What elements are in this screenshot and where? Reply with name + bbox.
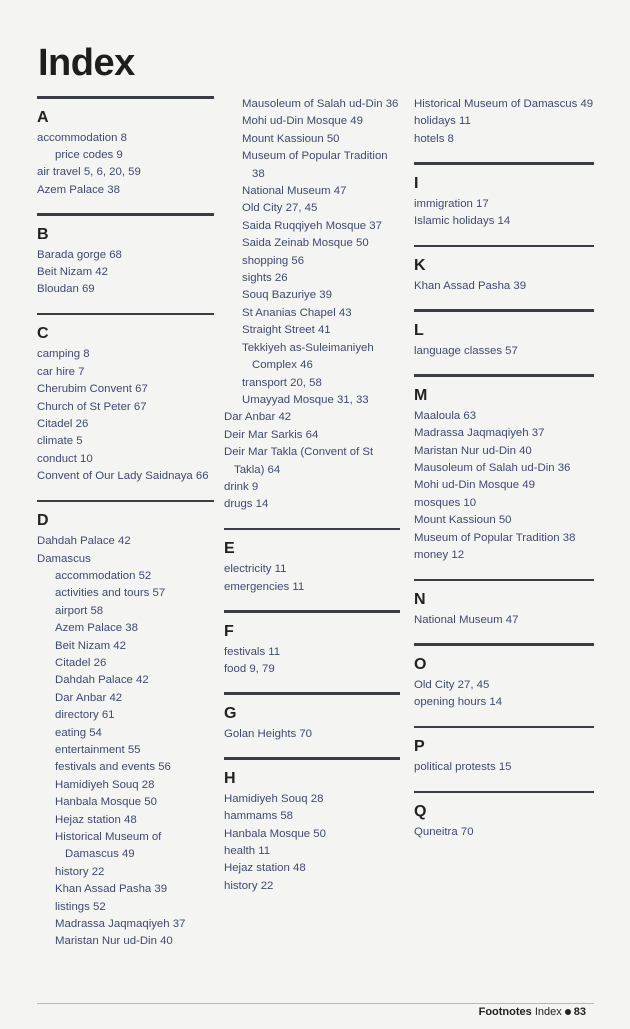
- index-entry: car hire 7: [37, 365, 85, 378]
- footer-divider: [37, 1003, 594, 1004]
- index-section-p: [414, 726, 594, 777]
- index-entry: food 9, 79: [224, 662, 275, 675]
- section-divider: [37, 213, 214, 216]
- section-letter: I: [414, 174, 419, 192]
- index-entry: Historical Museum of Damascus 49: [414, 98, 594, 110]
- index-subentry: Maristan Nur ud-Din 40: [55, 935, 173, 948]
- page-footer: [479, 1006, 586, 1018]
- index-entry: political protests 15: [414, 761, 512, 774]
- index-subentry: Azem Palace 38: [55, 622, 138, 635]
- index-section-o: [414, 643, 594, 711]
- index-entry: Bloudan 69: [37, 283, 95, 296]
- section-letter: K: [414, 257, 426, 275]
- index-entry: drugs 14: [224, 498, 269, 511]
- index-section-continued: [414, 96, 594, 148]
- index-column-2: [224, 96, 400, 909]
- index-subentry: Saida Zeinab Mosque 50: [242, 237, 369, 250]
- index-entry: Mount Kassioun 50: [414, 514, 512, 527]
- index-section-g: [224, 692, 400, 743]
- index-entry: Islamic holidays 14: [414, 215, 511, 228]
- index-subentry: Historical Museum of Damascus 49: [55, 831, 162, 861]
- index-subentry: Mohi ud-Din Mosque 49: [242, 115, 363, 128]
- index-entry: climate 5: [37, 435, 83, 448]
- index-subentry: Beit Nizam 42: [55, 639, 126, 652]
- section-divider: [414, 643, 594, 646]
- index-entry: Deir Mar Sarkis 64: [224, 428, 319, 441]
- index-entry: opening hours 14: [414, 696, 503, 709]
- index-subentry: activities and tours 57: [55, 587, 166, 600]
- index-subentry: Umayyad Mosque 31, 33: [242, 393, 369, 406]
- index-subentry: Tekkiyeh as-Suleimaniyeh Complex 46: [242, 341, 374, 372]
- index-entry: Damascus: [37, 552, 91, 565]
- index-section-f: [224, 610, 400, 678]
- section-letter: H: [224, 769, 236, 787]
- section-divider: [224, 692, 400, 695]
- page-title: Index: [38, 42, 135, 84]
- index-section-b: [37, 213, 214, 299]
- section-divider: [224, 757, 400, 760]
- index-subentry: Old City 27, 45: [242, 202, 318, 215]
- index-entry: National Museum 47: [414, 614, 519, 626]
- index-entry: Church of St Peter 67: [37, 400, 147, 413]
- index-subentry: Madrassa Jaqmaqiyeh 37: [55, 918, 186, 931]
- index-entry: Citadel 26: [37, 417, 89, 430]
- index-entry: Golan Heights 70: [224, 727, 313, 740]
- index-entry: immigration 17: [414, 197, 489, 210]
- index-subentry: Mount Kassioun 50: [242, 132, 340, 145]
- index-subentry: Saida Ruqqiyeh Mosque 37: [242, 219, 382, 232]
- section-divider: [414, 162, 594, 165]
- index-subentry: airport 58: [55, 604, 104, 617]
- page-number: 83: [573, 1006, 586, 1018]
- index-section-e: [224, 528, 400, 596]
- index-entry: drink 9: [224, 480, 259, 493]
- section-letter: L: [414, 321, 424, 339]
- index-section-l: [414, 309, 594, 360]
- index-entry: health 11: [224, 845, 271, 857]
- index-entry: electricity 11: [224, 563, 287, 576]
- index-column-1: [37, 96, 214, 965]
- index-subentry: festivals and events 56: [55, 761, 171, 774]
- index-subentry: Mausoleum of Salah ud-Din 36: [242, 98, 399, 110]
- index-subentry: Hanbala Mosque 50: [55, 796, 157, 809]
- section-divider: [414, 726, 594, 729]
- index-subentry: Dahdah Palace 42: [55, 674, 149, 687]
- section-letter: E: [224, 540, 235, 558]
- index-subentry: eating 54: [55, 726, 102, 739]
- index-entry: Maristan Nur ud-Din 40: [414, 444, 532, 457]
- section-divider: [37, 500, 214, 503]
- index-entry: mosques 10: [414, 496, 477, 509]
- section-letter: A: [37, 108, 49, 126]
- section-divider: [414, 579, 594, 582]
- section-divider: [414, 374, 594, 377]
- index-entry: accommodation 8: [37, 131, 127, 144]
- index-entry: Azem Palace 38: [37, 183, 120, 196]
- index-subentry: Hamidiyeh Souq 28: [55, 778, 155, 791]
- index-entry: money 12: [414, 549, 465, 562]
- index-entry: Khan Assad Pasha 39: [414, 280, 527, 293]
- index-subentry: sights 26: [242, 272, 288, 285]
- index-subentry: Dar Anbar 42: [55, 691, 123, 704]
- index-entry: language classes 57: [414, 344, 518, 357]
- index-entry: Cherubim Convent 67: [37, 383, 148, 396]
- index-section-q: [414, 791, 594, 842]
- index-entry: holidays 11: [414, 115, 471, 128]
- section-divider: [414, 791, 594, 794]
- index-subentry: directory 61: [55, 709, 115, 722]
- index-subentry: accommodation 52: [55, 569, 152, 582]
- index-entry: Museum of Popular Tradition 38: [414, 531, 576, 544]
- section-letter: F: [224, 622, 234, 640]
- index-section-m: [414, 374, 594, 564]
- index-subentry: Citadel 26: [55, 656, 107, 669]
- section-letter: N: [414, 591, 426, 608]
- section-letter: P: [414, 738, 425, 756]
- footer-section: Footnotes: [478, 1006, 532, 1018]
- section-divider: [414, 309, 594, 312]
- section-letter: C: [37, 325, 49, 343]
- index-entry: Old City 27, 45: [414, 678, 490, 691]
- index-subentry: St Ananias Chapel 43: [242, 306, 352, 319]
- index-subentry: entertainment 55: [55, 743, 141, 756]
- index-entry: Mausoleum of Salah ud-Din 36: [414, 462, 571, 475]
- index-section-d: [37, 500, 214, 951]
- section-letter: Q: [414, 803, 427, 821]
- index-section-continued: [224, 96, 400, 514]
- index-subentry: listings 52: [55, 900, 106, 913]
- index-entry: Convent of Our Lady Saidnaya 66: [37, 470, 209, 483]
- section-divider: [37, 313, 214, 316]
- index-subentry: Khan Assad Pasha 39: [55, 883, 168, 896]
- index-entry: history 22: [224, 879, 274, 892]
- index-subentry: Straight Street 41: [242, 324, 331, 337]
- index-subentry: Souq Bazuriye 39: [242, 289, 332, 302]
- index-entry: Quneitra 70: [414, 826, 474, 839]
- index-entry: Dahdah Palace 42: [37, 535, 131, 548]
- index-column-3: [414, 96, 594, 856]
- index-entry: Mohi ud-Din Mosque 49: [414, 479, 535, 492]
- index-entry: Madrassa Jaqmaqiyeh 37: [414, 427, 545, 440]
- section-letter: G: [224, 704, 237, 722]
- section-letter: O: [414, 655, 427, 673]
- index-entry: hotels 8: [414, 132, 454, 145]
- bullet-icon: [565, 1009, 571, 1015]
- index-subentry: Museum of Popular Tradition 38: [242, 150, 388, 180]
- section-letter: D: [37, 512, 49, 530]
- index-entry: festivals 11: [224, 645, 281, 658]
- index-section-h: [224, 757, 400, 895]
- section-letter: B: [37, 225, 49, 243]
- index-entry: emergencies 11: [224, 580, 305, 593]
- index-subentry: National Museum 47: [242, 185, 347, 198]
- index-entry: hammams 58: [224, 810, 294, 823]
- index-subentry: shopping 56: [242, 254, 305, 267]
- index-section-n: [414, 579, 594, 630]
- index-entry: conduct 10: [37, 452, 93, 465]
- index-entry: Hejaz station 48: [224, 862, 306, 875]
- section-letter: M: [414, 386, 428, 404]
- section-divider: [224, 610, 400, 613]
- index-entry: Deir Mar Takla (Convent of St Takla) 64: [224, 446, 374, 476]
- index-entry: Maaloula 63: [414, 409, 477, 422]
- section-divider: [37, 96, 214, 99]
- index-entry: Barada gorge 68: [37, 248, 122, 261]
- index-section-k: [414, 245, 594, 296]
- index-entry: air travel 5, 6, 20, 59: [37, 166, 141, 179]
- index-entry: Dar Anbar 42: [224, 411, 292, 424]
- index-section-c: [37, 313, 214, 486]
- index-entry: Beit Nizam 42: [37, 266, 108, 279]
- index-subentry: Hejaz station 48: [55, 813, 137, 826]
- section-divider: [224, 528, 400, 531]
- index-entry: Hamidiyeh Souq 28: [224, 792, 324, 805]
- index-section-i: [414, 162, 594, 230]
- index-subentry: transport 20, 58: [242, 376, 322, 389]
- index-entry: camping 8: [37, 348, 90, 361]
- index-section-a: [37, 96, 214, 199]
- index-subentry: price codes 9: [55, 148, 123, 161]
- index-entry: Hanbala Mosque 50: [224, 827, 326, 840]
- footer-chapter: Index: [534, 1006, 562, 1018]
- section-divider: [414, 245, 594, 248]
- index-subentry: history 22: [55, 865, 105, 878]
